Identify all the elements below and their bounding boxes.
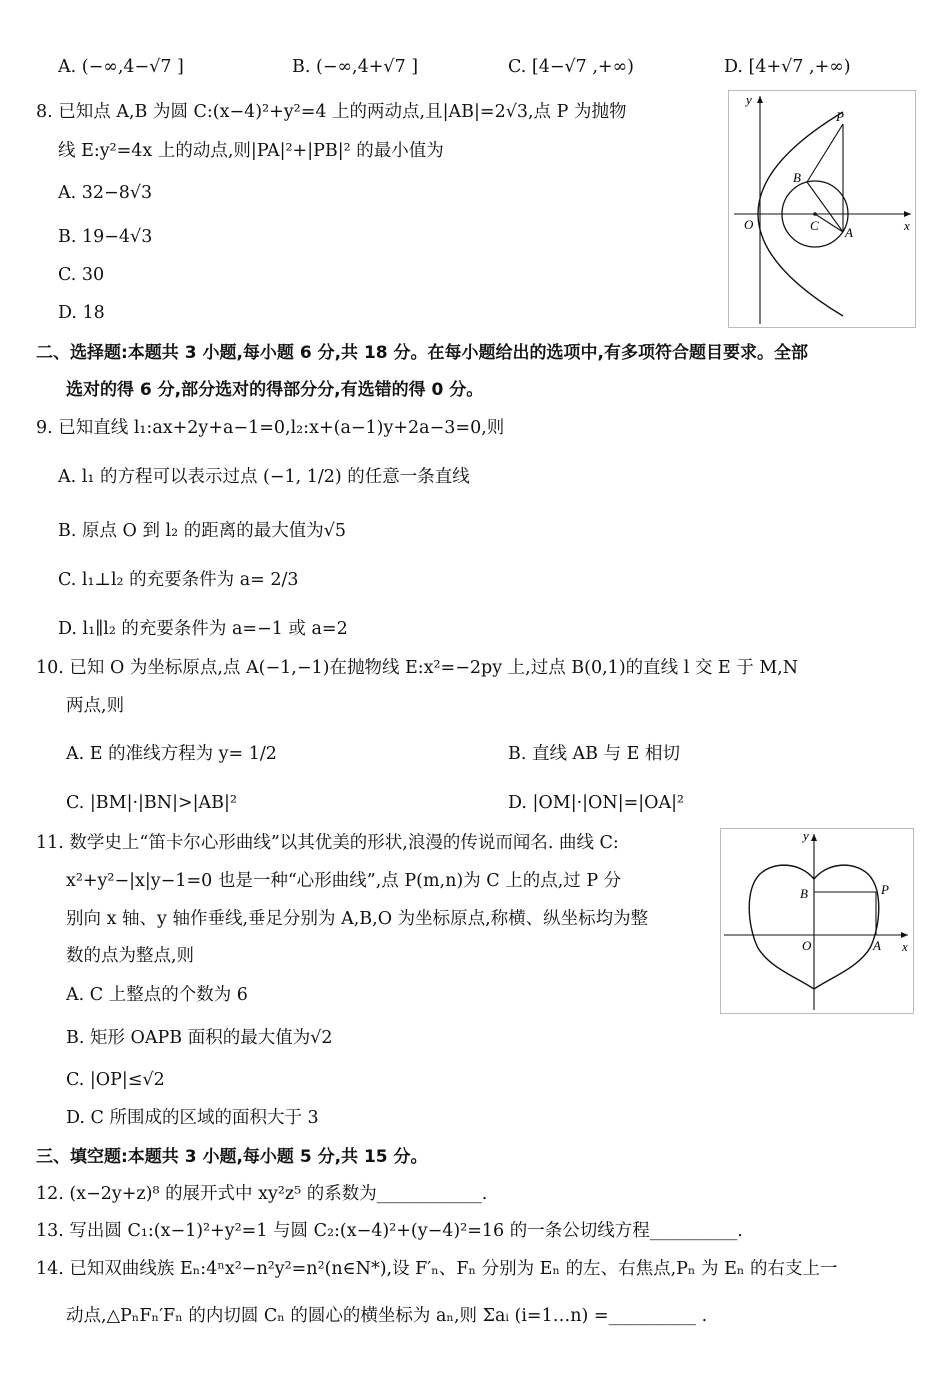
q11-option-a: A. C 上整点的个数为 6 <box>66 985 248 1005</box>
q11-fig-label-a: A <box>873 938 881 953</box>
q10-stem-line1: 10. 已知 O 为坐标原点,点 A(−1,−1)在抛物线 E:x²=−2py 上,过点 B(0,1)的直线 l 交 E 于 M,N <box>36 658 799 678</box>
q14-stem-line2: 动点,△PₙFₙ′Fₙ 的内切圆 Cₙ 的圆心的横坐标为 aₙ,则 Σaᵢ (i=1…n) =__________ . <box>66 1306 708 1326</box>
q7-option-a: A. (−∞,4−√7 ] <box>58 57 184 77</box>
q14-stem-line1: 14. 已知双曲线族 Eₙ:4ⁿx²−n²y²=n²(n∈N*),设 F′ₙ、Fₙ 分别为 Eₙ 的左、右焦点,Pₙ 为 Eₙ 的右支上一 <box>36 1259 838 1279</box>
q10-option-c: C. |BM|·|BN|>|AB|² <box>66 793 237 813</box>
q10-stem-line2: 两点,则 <box>66 696 125 716</box>
q11-fig-label-p: P <box>881 882 889 897</box>
q11-stem-line4: 数的点为整点,则 <box>66 946 195 966</box>
q8-option-a: A. 32−8√3 <box>58 183 153 203</box>
q11-fig-label-x: x <box>902 939 908 954</box>
q7-option-d: D. [4+√7 ,+∞) <box>724 57 851 77</box>
q7-option-c: C. [4−√7 ,+∞) <box>508 57 634 77</box>
q8-fig-label-y: y <box>746 92 752 107</box>
q10-option-b: B. 直线 AB 与 E 相切 <box>508 744 681 764</box>
q11-fig-label-o: O <box>802 938 812 953</box>
q8-stem-line1: 8. 已知点 A,B 为圆 C:(x−4)²+y²=4 上的两动点,且|AB|=2√3,点 P 为抛物 <box>36 102 627 122</box>
q8-stem-line2: 线 E:y²=4x 上的动点,则|PA|²+|PB|² 的最小值为 <box>58 141 444 161</box>
q10-option-d: D. |OM|·|ON|=|OA|² <box>508 793 685 813</box>
q13-stem: 13. 写出圆 C₁:(x−1)²+y²=1 与圆 C₂:(x−4)²+(y−4)²=16 的一条公切线方程__________. <box>36 1221 743 1241</box>
q9-option-c: C. l₁⊥l₂ 的充要条件为 a= 2/3 <box>58 570 299 590</box>
q8-fig-label-x: x <box>904 218 910 233</box>
q11-option-c: C. |OP|≤√2 <box>66 1070 165 1090</box>
q8-fig-label-c: C <box>810 218 819 233</box>
q9-option-a: A. l₁ 的方程可以表示过点 (−1, 1/2) 的任意一条直线 <box>58 467 470 487</box>
q11-heart-curve-figure <box>720 828 914 1014</box>
q11-option-b: B. 矩形 OAPB 面积的最大值为√2 <box>66 1028 333 1048</box>
q9-option-b: B. 原点 O 到 l₂ 的距离的最大值为√5 <box>58 521 346 541</box>
q8-fig-label-o: O <box>744 217 754 232</box>
q8-fig-label-a: A <box>845 225 853 240</box>
section3-header: 三、填空题:本题共 3 小题,每小题 5 分,共 15 分。 <box>36 1147 428 1167</box>
q11-fig-label-b: B <box>800 886 808 901</box>
q8-fig-label-b: B <box>793 170 801 185</box>
q12-stem: 12. (x−2y+z)⁸ 的展开式中 xy²z⁵ 的系数为____________. <box>36 1184 488 1204</box>
q7-option-b: B. (−∞,4+√7 ] <box>292 57 419 77</box>
q11-option-d: D. C 所围成的区域的面积大于 3 <box>66 1108 319 1128</box>
q8-option-d: D. 18 <box>58 303 105 323</box>
q8-option-b: B. 19−4√3 <box>58 227 153 247</box>
q10-option-a: A. E 的准线方程为 y= 1/2 <box>66 744 277 764</box>
q11-stem-line3: 别向 x 轴、y 轴作垂线,垂足分别为 A,B,O 为坐标原点,称横、纵坐标均为整 <box>66 909 649 929</box>
section2-header-line1: 二、选择题:本题共 3 小题,每小题 6 分,共 18 分。在每小题给出的选项中,有多项符合题目要求。全部 <box>36 343 808 363</box>
q8-option-c: C. 30 <box>58 265 105 285</box>
q9-option-d: D. l₁∥l₂ 的充要条件为 a=−1 或 a=2 <box>58 619 348 639</box>
q9-stem: 9. 已知直线 l₁:ax+2y+a−1=0,l₂:x+(a−1)y+2a−3=0,则 <box>36 418 505 438</box>
section2-header-line2: 选对的得 6 分,部分选对的得部分分,有选错的得 0 分。 <box>66 380 484 400</box>
q8-parabola-circle-figure <box>728 90 916 328</box>
q11-stem-line2: x²+y²−|x|y−1=0 也是一种“心形曲线”,点 P(m,n)为 C 上的点,过 P 分 <box>66 871 622 891</box>
q8-fig-label-p: P <box>836 109 844 124</box>
q11-stem-line1: 11. 数学史上“笛卡尔心形曲线”以其优美的形状,浪漫的传说而闻名. 曲线 C: <box>36 833 619 853</box>
q11-fig-label-y: y <box>803 828 809 843</box>
